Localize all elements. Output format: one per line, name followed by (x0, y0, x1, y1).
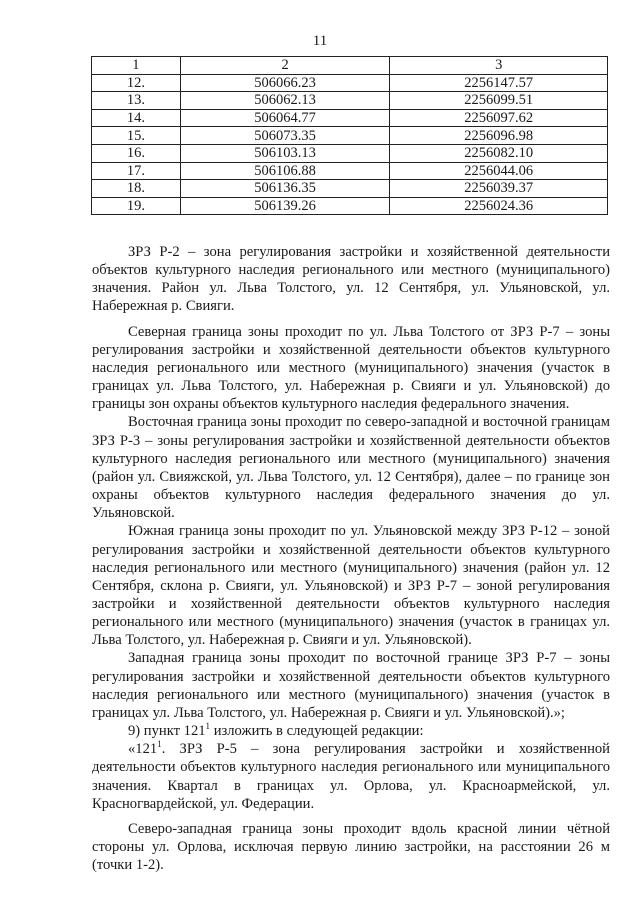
x-coordinate-cell: 506064.77 (180, 109, 390, 127)
table-row (92, 197, 608, 215)
point-number-cell: 15. (92, 127, 181, 145)
amendment-item-paragraph (92, 722, 610, 740)
y-coordinate-cell: 2256147.57 (390, 74, 608, 92)
amendment-item-text-rest: изложить в следующей редакции: (210, 723, 424, 740)
x-coordinate-cell: 506066.23 (180, 74, 390, 92)
northwest-boundary-paragraph: Северо-западная граница зоны проходит вдоль красной линии чётной стороны ул. Орлова, исключая первую линию застройки, на расстоянии 26 м (точки 1-2). (92, 820, 610, 874)
y-coordinate-cell: 2256099.51 (390, 92, 608, 110)
superscript-index: 1 (157, 739, 162, 750)
point-number-cell: 19. (92, 197, 181, 215)
y-coordinate-cell: 2256097.62 (390, 109, 608, 127)
table-row (92, 144, 608, 162)
point-number-cell: 18. (92, 180, 181, 198)
table-row (92, 127, 608, 145)
zone-r2-definition-paragraph: ЗРЗ Р-2 – зона регулирования застройки и хозяйственной деятельности объектов культурного наследия регионального или местного (муниципального) значения. Район ул. Льва Толстого, ул. 12 Сентября, ул. Ульяновской, ул. Набережная р. Свияги. (92, 244, 610, 315)
point-number-cell: 12. (92, 74, 181, 92)
y-coordinate-cell: 2256039.37 (390, 180, 608, 198)
superscript-index: 1 (205, 721, 211, 732)
table-row (92, 92, 608, 110)
x-coordinate-cell: 506103.13 (180, 144, 390, 162)
x-coordinate-cell: 506139.26 (180, 197, 390, 215)
table-row (92, 74, 608, 92)
south-boundary-paragraph: Южная граница зоны проходит по ул. Ульяновской между ЗРЗ Р-12 – зоной регулирования застройки и хозяйственной деятельности объектов культурного наследия регионального или местного (муниципального) значения (район ул. 12 Сентября, склона р. Свияги, ул. Ульяновской) и ЗРЗ Р-7 – зоной регулирования застройки и хозяйственной деятельности объектов культурного наследия регионального или местного (муниципального) значения (участок в границах ул. Льва Толстого, ул. Набережная р. Свияги и ул. Ульяновской). (92, 523, 610, 649)
document-body (92, 243, 610, 874)
table-header-row (92, 57, 608, 75)
x-coordinate-cell: 506106.88 (180, 162, 390, 180)
header-cell: 3 (390, 57, 608, 75)
table-row (92, 162, 608, 180)
page-number: 11 (312, 33, 328, 49)
amendment-item-text: 9) пункт 121 (128, 723, 206, 740)
zone-r5-number: «121 (128, 741, 158, 758)
table-row (92, 109, 608, 127)
y-coordinate-cell: 2256096.98 (390, 127, 608, 145)
table-row (92, 180, 608, 198)
x-coordinate-cell: 506062.13 (180, 92, 390, 110)
header-cell: 2 (180, 57, 390, 75)
coordinates-table (91, 56, 608, 215)
zone-r5-text: . ЗРЗ Р-5 – зона регулирования застройки и хозяйственной деятельности объектов культурного наследия регионального или муниципального значения. Квартал в границах ул. Орлова, ул. Красноармейской, ул. Красногвардейской, ул. Федерации. (92, 741, 610, 812)
east-boundary-paragraph: Восточная граница зоны проходит по северо-западной и восточной границам ЗРЗ Р-3 – зоны регулирования застройки и хозяйственной деятельности объектов культурного наследия регионального или местного (муниципального) значения (район ул. Свияжской, ул. Льва Толстого, ул. 12 Сентября), далее – по границе зон охраны объектов культурного наследия федерального значения до ул. Ульяновской. (92, 414, 610, 522)
point-number-cell: 17. (92, 162, 181, 180)
point-number-cell: 16. (92, 144, 181, 162)
x-coordinate-cell: 506073.35 (180, 127, 390, 145)
x-coordinate-cell: 506136.35 (180, 180, 390, 198)
point-number-cell: 14. (92, 109, 181, 127)
point-number-cell: 13. (92, 92, 181, 110)
y-coordinate-cell: 2256082.10 (390, 144, 608, 162)
west-boundary-paragraph: Западная граница зоны проходит по восточной границе ЗРЗ Р-7 – зоны регулирования застройки и хозяйственной деятельности объектов культурного наследия регионального или местного (муниципального) значения (участок в границах ул. Льва Толстого, ул. Набережная р. Свияги и ул. Ульяновской).»; (92, 650, 610, 721)
header-cell: 1 (92, 57, 181, 75)
y-coordinate-cell: 2256024.36 (390, 197, 608, 215)
y-coordinate-cell: 2256044.06 (390, 162, 608, 180)
north-boundary-paragraph: Северная граница зоны проходит по ул. Льва Толстого от ЗРЗ Р-7 – зоны регулирования застройки и хозяйственной деятельности объектов культурного наследия регионального или местного (муниципального) значения (участок в границах ул. Льва Толстого, ул. Набережная р. Свияги и ул. Ульяновской) до границы зон охраны объектов культурного наследия федерального значения. (92, 323, 610, 413)
zone-r5-definition-paragraph (92, 740, 610, 813)
